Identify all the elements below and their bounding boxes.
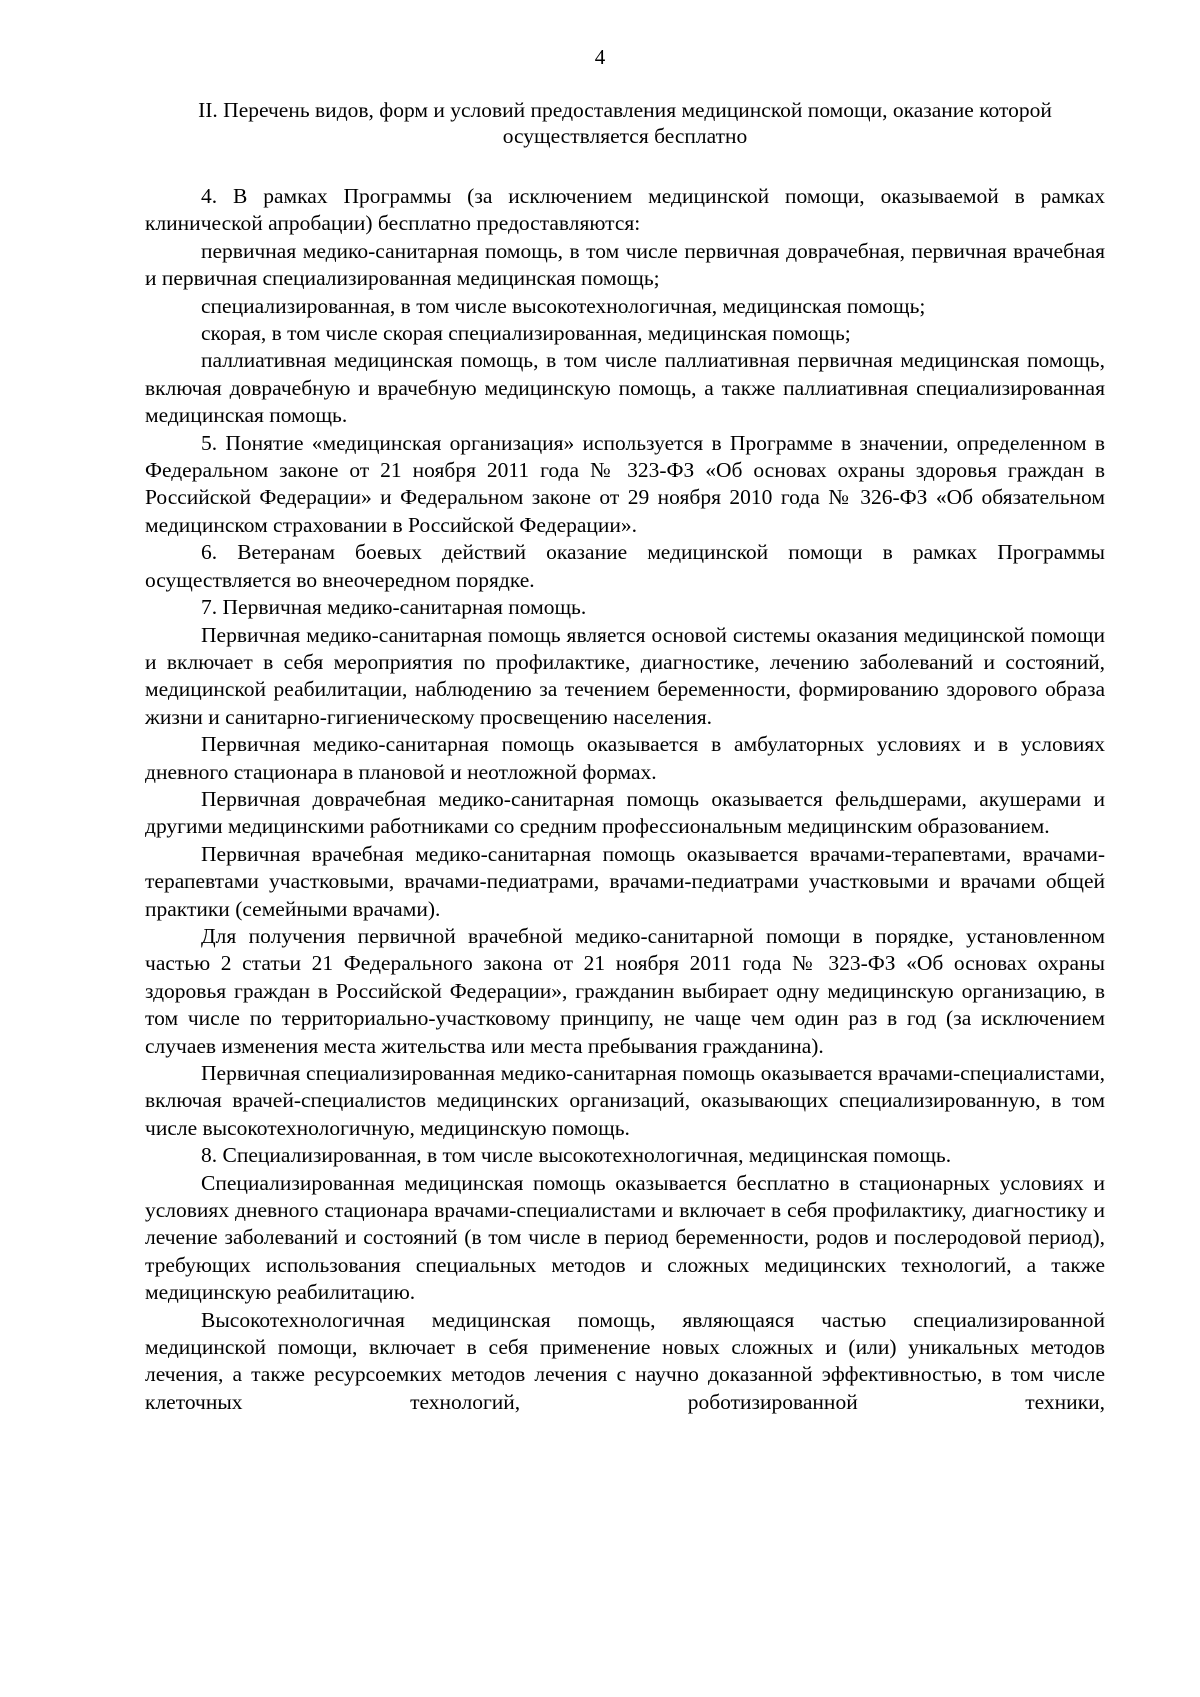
paragraph-physician-care: Первичная врачебная медико-санитарная помощь оказывается врачами-терапевтами, врачами-терапевтами участковыми, врачами-педиатрами, врачами-педиатрами участковыми и врачами общей практики (семейными врачами).	[145, 841, 1105, 921]
paragraph-primary-care-conditions: Первичная медико-санитарная помощь оказывается в амбулаторных условиях и в условиях дневного стационара в плановой и неотложной формах.	[145, 732, 1105, 784]
paragraph-high-tech-care: Высокотехнологичная медицинская помощь, являющаяся частью специализированной медицинской помощи, включает в себя применение новых сложных и (или) уникальных методов лечения, а также ресурсоемких методов лечения с научно доказанной эффективностью, в том числе клеточных технологий, роботизированной техники,	[145, 1307, 1105, 1414]
paragraph-6-veterans: 6. Ветеранам боевых действий оказание медицинской помощи в рамках Программы осуществляется во внеочередном порядке.	[145, 540, 1105, 592]
paragraph-7-heading: 7. Первичная медико-санитарная помощь.	[201, 595, 587, 620]
paragraph-pre-medical-care: Первичная доврачебная медико-санитарная помощь оказывается фельдшерами, акушерами и другими медицинскими работниками со средним профессиональным медицинским образованием.	[145, 786, 1105, 839]
document-body	[145, 183, 1105, 1416]
list-item-primary-care: первичная медико-санитарная помощь, в том числе первичная доврачебная, первичная врачебная и первичная специализированная медицинская помощь;	[145, 238, 1105, 291]
list-item-emergency-care: скорая, в том числе скорая специализированная, медицинская помощь;	[201, 321, 851, 346]
section-title: II. Перечень видов, форм и условий предоставления медицинской помощи, оказание которой осуществляется бесплатно	[198, 98, 1052, 148]
page-number: 4	[594, 45, 606, 69]
paragraph-specialist-primary-care: Первичная специализированная медико-санитарная помощь оказывается врачами-специалистами, включая врачей-специалистов медицинских организаций, оказывающих специализированную, в том числе высокотехнологичную, медицинскую помощь.	[145, 1061, 1105, 1140]
paragraph-choice-of-organization: Для получения первичной врачебной медико-санитарной помощи в порядке, установленном частью 2 статьи 21 Федерального закона от 21 ноября 2011 года № 323-ФЗ «Об основах охраны здоровья граждан в Российской Федерации», гражданин выбирает одну медицинскую организацию, в том числе по территориально-участковому принципу, не чаще чем один раз в год (за исключением случаев изменения места жительства или места пребывания гражданина).	[145, 923, 1105, 1058]
paragraph-specialized-care-definition: Специализированная медицинская помощь оказывается бесплатно в стационарных условиях и условиях дневного стационара врачами-специалистами и включает в себя профилактику, диагностику и лечение заболеваний и состояний (в том числе в период беременности, родов и послеродовой период), требующих использования специальных методов и сложных медицинских технологий, а также медицинскую реабилитацию.	[145, 1170, 1105, 1305]
list-item-specialized-care: специализированная, в том числе высокотехнологичная, медицинская помощь;	[201, 293, 926, 318]
paragraph-8-heading: 8. Специализированная, в том числе высокотехнологичная, медицинская помощь.	[201, 1143, 952, 1168]
list-item-palliative-care: паллиативная медицинская помощь, в том числе паллиативная первичная медицинская помощь, включая доврачебную и врачебную медицинскую помощь, а также паллиативная специализированная медицинская помощь.	[145, 348, 1105, 428]
paragraph-5-medical-organization: 5. Понятие «медицинская организация» используется в Программе в значении, определенном в Федеральном законе от 21 ноября 2011 года № 323-ФЗ «Об основах охраны здоровья граждан в Российской Федерации» и Федеральном законе от 29 ноября 2010 года № 326-ФЗ «Об обязательном медицинском страховании в Российской Федерации».	[145, 430, 1105, 537]
paragraph-4-intro: 4. В рамках Программы (за исключением медицинской помощи, оказываемой в рамках клинической апробации) бесплатно предоставляются:	[145, 184, 1105, 236]
paragraph-primary-care-definition: Первичная медико-санитарная помощь является основой системы оказания медицинской помощи и включает в себя мероприятия по профилактике, диагностике, лечению заболеваний и состояний, медицинской реабилитации, наблюдению за течением беременности, формированию здорового образа жизни и санитарно-гигиеническому просвещению населения.	[145, 622, 1105, 729]
